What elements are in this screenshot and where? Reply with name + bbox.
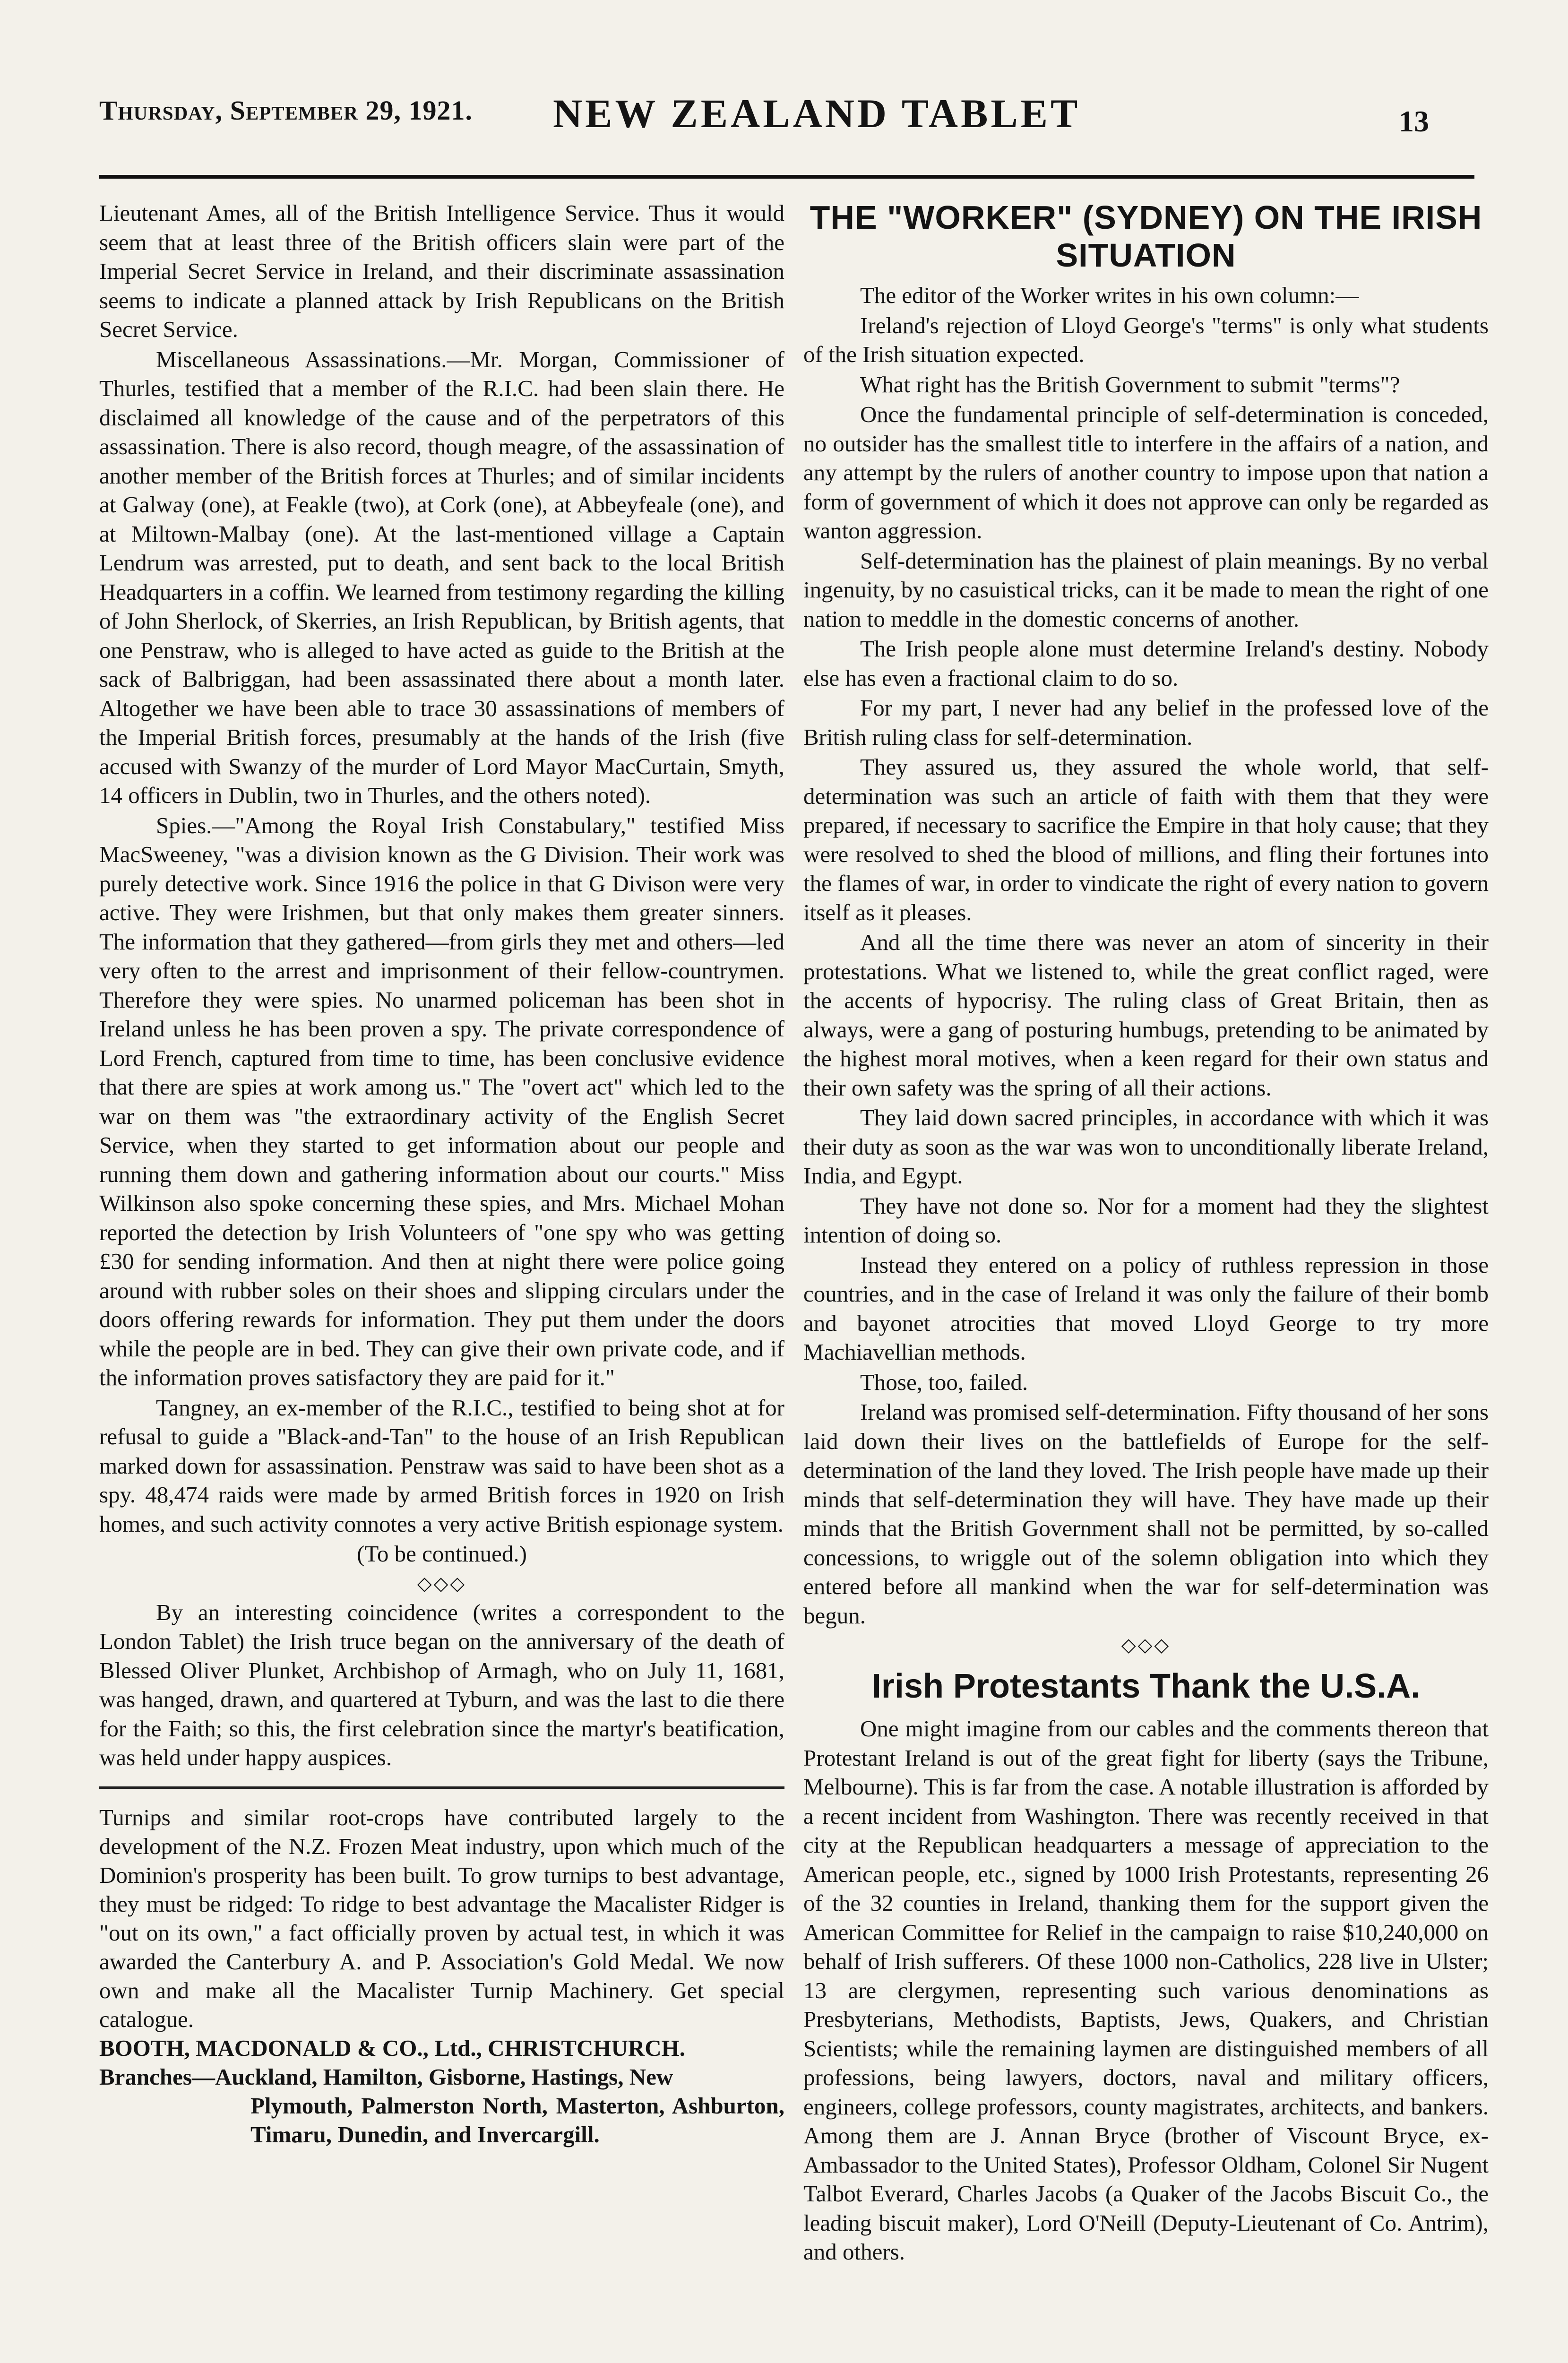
article-paragraph: Instead they entered on a policy of ruthless repression in those countries, and in the case of Ireland it was only the failure of their bomb and bayonet atrocities that moved Lloyd George to try more Machiavellian methods.	[803, 1251, 1489, 1365]
article-paragraph: Self-determination has the plainest of plain meanings. By no verbal ingenuity, by no casuistical tricks, can it be made to mean the right of one nation to meddle in the domestic concerns of another.	[803, 547, 1489, 632]
article-paragraph: One might imagine from our cables and the comments thereon that Protestant Ireland is out of the great fight for liberty (says the Tribune, Melbourne). This is far from the case. A notable illustration is afforded by a recent incident from Washington. There was recently received in that city at the Republican headquarters a message of appreciation to the American people, etc., signed by 1000 Irish Protestants, representing 26 of the 32 counties in Ireland, thanking them for the support given the American Committee for Relief in the campaign to raise $10,240,000 on behalf of Irish sufferers. Of these 1000 non-Catholics, 228 live in Ulster; 13 are clergymen, representing such various denominations as Presbyterians, Methodists, Baptists, Jews, Quakers, and Christian Scientists; while the remaining laymen are distinguished members of all professions, being lawyers, doctors, naval and military officers, engineers, college professors, county magistrates, architects, and bankers. Among them are J. Annan Bryce (brother of Viscount Bryce, ex-Ambassador to the United States), Professor Oldham, Colonel Sir Nugent Talbot Everard, Charles Jacobs (a Quaker of the Jacobs Biscuit Co., the leading biscuit maker), Lord O'Neill (Deputy-Lieutenant of Co. Antrim), and others.	[803, 1716, 1489, 2265]
article-paragraph: What right has the British Government to submit "terms"?	[860, 371, 1400, 397]
section-ornament: ◇◇◇	[417, 1572, 467, 1594]
article-paragraph: Lieutenant Ames, all of the British Intelligence Service. Thus it would seem that at least three of the British officers slain were part of the Imperial Secret Service in Ireland, and their discriminate assassination seems to indicate a planned attack by Irish Republicans on the British Secret Service.	[99, 200, 784, 342]
left-column	[99, 198, 784, 2149]
article-title-protestants: Irish Protestants Thank the U.S.A.	[871, 1667, 1421, 1705]
ad-branches: Branches—Auckland, Hamilton, Gisborne, Hastings, New	[99, 2063, 673, 2090]
article-paragraph: Ireland's rejection of Lloyd George's "terms" is only what students of the Irish situation expected.	[803, 312, 1489, 367]
article-paragraph: Once the fundamental principle of self-determination is conceded, no outsider has the smallest title to interfere in the affairs of a nation, and any attempt by the rulers of another country to impose upon that nation a form of government of which it does not approve can only be regarded as wanton aggression.	[803, 401, 1489, 543]
ad-branches-cont: Plymouth, Palmerston North, Masterton, Ashburton, Timaru, Dunedin, and Invercargill.	[250, 2092, 784, 2147]
header-rule	[99, 175, 1474, 183]
article-paragraph: Those, too, failed.	[860, 1369, 1028, 1395]
article-paragraph: Ireland was promised self-determination. Fifty thousand of her sons laid down their lives on the battlefields of Europe for the self-determination of the land they loved. The Irish people have made up their minds that self-determination they will have. They have made up their minds that the British Government shall not be permitted, by so-called concessions, to wriggle out of the solemn obligation into which they entered before all mankind when the war for self-determination was begun.	[803, 1399, 1489, 1629]
article-title-worker: THE "WORKER" (SYDNEY) ON THE IRISH SITUATION	[810, 199, 1482, 274]
article-paragraph: They have not done so. Nor for a moment had they the slightest intention of doing so.	[803, 1192, 1489, 1248]
article-paragraph: They assured us, they assured the whole world, that self-determination was such an article of faith with them that they were prepared, if necessary to sacrifice the Empire in that holy cause; that they were resolved to shed the blood of millions, and fling their fortunes into the flames of war, in order to vindicate the right of every nation to govern itself as it pleases.	[803, 754, 1489, 925]
issue-date: Thursday, September 29, 1921.	[99, 95, 473, 126]
masthead-title: NEW ZEALAND TABLET	[553, 91, 1081, 136]
article-paragraph: The editor of the Worker writes in his own column:—	[860, 282, 1359, 308]
continued-note: (To be continued.)	[357, 1541, 527, 1567]
article-paragraph: Miscellaneous Assassinations.—Mr. Morgan, Commissioner of Thurles, testified that a member of the R.I.C. had been slain there. He disclaimed all knowledge of the cause and of the perpetrators of this assassination. There is also record, though meagre, of the assassination of another member of the British forces at Thurles; and of similar incidents at Galway (one), at Feakle (two), at Cork (one), at Abbeyfeale (one), and at Miltown-Malbay (one). At the last-mentioned village a Captain Lendrum was arrested, put to death, and sent back to the local British Headquarters in a coffin. We learned from testimony regarding the killing of John Sherlock, of Skerries, an Irish Republican, by British agents, that one Penstraw, who is alleged to have acted as guide to the British at the sack of Balbriggan, had been assassinated there about a month later. Altogether we have been able to trace 30 assassinations of members of the Imperial British forces, presumably at the hands of the Irish (five accused with Swanzy of the murder of Lord Mayor MacCurtain, Smyth, 14 officers in Dublin, two in Thurles, and the others noted).	[99, 346, 784, 808]
article-paragraph: By an interesting coincidence (writes a correspondent to the London Tablet) the Irish truce began on the anniversary of the death of Blessed Oliver Plunket, Archbishop of Armagh, who on July 11, 1681, was hanged, drawn, and quartered at Tyburn, and was the last to die there for the Faith; so this, the first celebration since the martyr's beatification, was held under happy auspices.	[99, 1599, 784, 1770]
article-paragraph: Spies.—"Among the Royal Irish Constabulary," testified Miss MacSweeney, "was a division known as the G Division. Their work was purely detective work. Since 1916 the police in that G Divison were very active. They were Irishmen, but that only makes them greater sinners. The information that they gathered—from girls they met and others—led very often to the arrest and imprisonment of their fellow-countrymen. Therefore they were spies. No unarmed policeman has been shot in Ireland unless he has been proven a spy. The private correspondence of Lord French, captured from time to time, has been conclusive evidence that there are spies at work among us." The "overt act" which led to the war on them was "the extraordinary activity of the English Secret Service, when they started to get information about our people and running them down and gathering information about our courts." Miss Wilkinson also spoke concerning these spies, and Mrs. Michael Mohan reported the detection by Irish Volunteers of "one spy who was getting £30 for sending information. And then at night there were police going around with rubber soles on their shoes and slipping circulars under the doors offering rewards for information. They put them under the doors while the people are in bed. They can give their own private code, and if the information proves satisfactory they are paid for it."	[99, 812, 784, 1390]
section-ornament: ◇◇◇	[1121, 1634, 1171, 1656]
article-paragraph: Tangney, an ex-member of the R.I.C., testified to being shot at for refusal to guide a "Black-and-Tan" to the house of an Irish Republican marked down for assassination. Penstraw was said to have been shot as a spy. 48,474 raids were made by armed British forces in 1920 on Irish homes, and such activity connotes a very active British espionage system.	[99, 1394, 784, 1537]
article-paragraph: For my part, I never had any belief in the professed love of the British ruling class for self-determination.	[803, 695, 1489, 750]
ad-text: Turnips and similar root-crops have contributed largely to the development of the N.Z. Frozen Meat industry, upon which much of the Dominion's prosperity has been built. To grow turnips to best advantage, they must be ridged: To ridge to best advantage the Macalister Ridger is "out on its own," a fact officially proven by actual test, in which it was awarded the Canterbury A. and P. Association's Gold Medal. We now own and make all the Macalister Turnip Machinery. Get special catalogue.	[99, 1804, 784, 2032]
right-column	[803, 198, 1489, 2268]
article-paragraph: The Irish people alone must determine Ireland's destiny. Nobody else has even a fractional claim to do so.	[803, 636, 1489, 691]
ad-firm: BOOTH, MACDONALD & CO., Ltd., CHRISTCHURCH.	[99, 2035, 686, 2061]
section-rule	[99, 1786, 784, 1789]
page-header	[57, 80, 1474, 151]
newspaper-page	[57, 66, 1489, 2363]
article-paragraph: They laid down sacred principles, in accordance with which it was their duty as soon as the war was won to unconditionally liberate Ireland, India, and Egypt.	[803, 1104, 1489, 1189]
advertisement-macalister	[99, 1803, 784, 2149]
page-number: 13	[1399, 104, 1429, 138]
article-paragraph: And all the time there was never an atom of sincerity in their protestations. What we listened to, while the great conflict raged, were the accents of hypocrisy. The ruling class of Great Britain, then as always, were a gang of posturing humbugs, pretending to be animated by the highest moral motives, when a keen regard for their own status and their own safety was the spring of all their actions.	[803, 929, 1489, 1101]
